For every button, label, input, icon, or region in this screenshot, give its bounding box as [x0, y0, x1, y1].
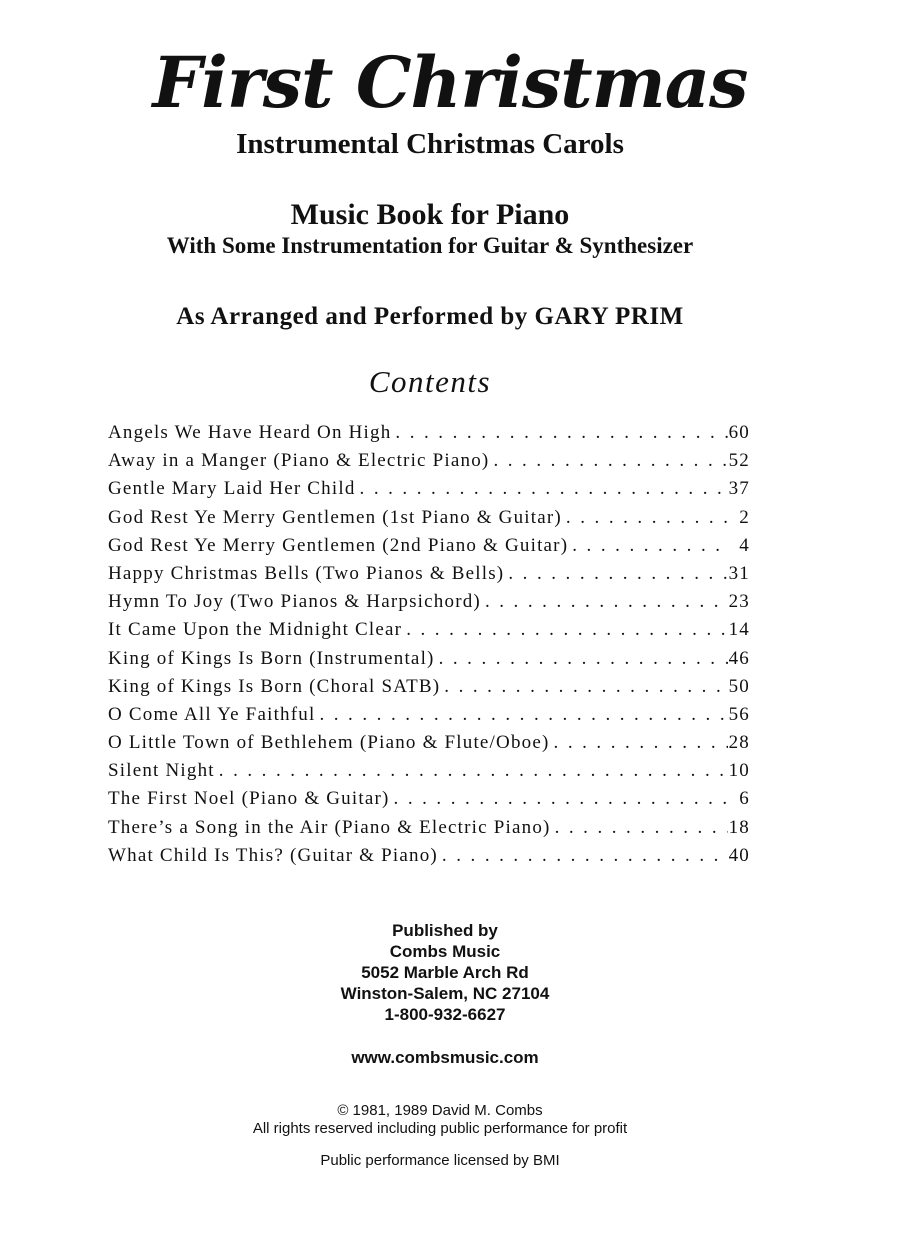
- copyright-notice: © 1981, 1989 David M. Combs: [337, 1102, 543, 1119]
- toc-leader-dots: [356, 475, 728, 503]
- toc-entry-title: There’s a Song in the Air (Piano & Electric Piano): [108, 816, 551, 838]
- publisher-name: Combs Music: [389, 942, 501, 961]
- toc-entry: [108, 842, 750, 870]
- toc-entry: [108, 419, 750, 447]
- toc-entry-page: 28: [728, 732, 750, 754]
- toc-entry-page: 2: [739, 506, 750, 528]
- toc-entry-title: God Rest Ye Merry Gentlemen (2nd Piano & Guitar): [108, 534, 569, 556]
- toc-entry-page: 40: [728, 844, 750, 866]
- toc-entry-page: 18: [728, 816, 750, 838]
- toc-entry: [108, 504, 750, 532]
- instrumentation-note: With Some Instrumentation for Guitar & Synthesizer: [166, 233, 694, 258]
- book-title: First Christmas: [152, 41, 748, 124]
- toc-leader-dots: [435, 645, 728, 673]
- toc-leader-dots: [562, 504, 728, 532]
- toc-leader-dots: [391, 419, 728, 447]
- toc-leader-dots: [438, 842, 728, 870]
- toc-entry: [108, 729, 750, 757]
- toc-leader-dots: [504, 560, 728, 588]
- toc-leader-dots: [551, 814, 728, 842]
- toc-entry-page: 23: [728, 591, 750, 613]
- toc-entry-page: 56: [728, 703, 750, 725]
- music-book-heading: Music Book for Piano: [290, 198, 570, 231]
- publisher-phone: 1-800-932-6627: [384, 1005, 506, 1024]
- toc-entry: [108, 701, 750, 729]
- toc-entry-title: God Rest Ye Merry Gentlemen (1st Piano & Guitar): [108, 506, 562, 528]
- toc-entry-title: Gentle Mary Laid Her Child: [108, 478, 356, 500]
- toc-entry-title: Angels We Have Heard On High: [108, 422, 392, 443]
- toc-entry-page: 37: [728, 478, 750, 500]
- toc-leader-dots: [390, 785, 728, 813]
- toc-leader-dots: [315, 701, 728, 729]
- toc-entry-page: 6: [739, 788, 750, 810]
- toc-entry-title: King of Kings Is Born (Choral SATB): [108, 675, 441, 697]
- toc-entry-page: 14: [728, 619, 750, 641]
- toc-entry-title: What Child Is This? (Guitar & Piano): [108, 844, 438, 866]
- toc-entry: [108, 447, 750, 475]
- toc-entry: [108, 814, 750, 842]
- publisher-website: www.combsmusic.com: [351, 1048, 539, 1067]
- toc-leader-dots: [489, 447, 728, 475]
- toc-entry-title: King of Kings Is Born (Instrumental): [108, 647, 435, 669]
- contents-heading: Contents: [368, 364, 492, 399]
- published-by-label: Published by: [392, 921, 498, 940]
- publisher-city: Winston-Salem, NC 27104: [340, 984, 550, 1003]
- book-subtitle: Instrumental Christmas Carols: [236, 128, 624, 160]
- toc-entry-page: 46: [728, 647, 750, 669]
- publisher-block: [0, 920, 890, 1025]
- copyright-block: [0, 1102, 880, 1138]
- toc-entry-page: 60: [728, 422, 750, 443]
- toc-leader-dots: [568, 532, 728, 560]
- toc-entry: [108, 616, 750, 644]
- license-notice: Public performance licensed by BMI: [320, 1152, 560, 1169]
- toc-entry-title: O Come All Ye Faithful: [108, 703, 316, 725]
- toc-leader-dots: [215, 757, 728, 785]
- publisher-address: 5052 Marble Arch Rd: [361, 963, 529, 982]
- toc-leader-dots: [550, 729, 728, 757]
- toc-entry: [108, 588, 750, 616]
- toc-entry-title: Happy Christmas Bells (Two Pianos & Bells): [108, 562, 505, 584]
- toc-entry-title: Hymn To Joy (Two Pianos & Harpsichord): [108, 591, 481, 613]
- toc-leader-dots: [402, 616, 728, 644]
- toc-entry: [108, 560, 750, 588]
- toc-entry: [108, 757, 750, 785]
- toc-entry: [108, 475, 750, 503]
- table-of-contents: [108, 419, 750, 870]
- toc-entry-page: 50: [728, 675, 750, 697]
- toc-entry-title: O Little Town of Bethlehem (Piano & Flute/Oboe): [108, 732, 550, 754]
- toc-leader-dots: [481, 588, 728, 616]
- toc-entry: [108, 532, 750, 560]
- toc-entry: [108, 673, 750, 701]
- toc-entry-title: It Came Upon the Midnight Clear: [108, 619, 403, 641]
- toc-entry-title: Away in a Manger (Piano & Electric Piano): [108, 450, 490, 472]
- toc-entry-title: The First Noel (Piano & Guitar): [108, 788, 390, 810]
- toc-entry-page: 10: [728, 760, 750, 782]
- toc-entry: [108, 785, 750, 813]
- arranger-line: As Arranged and Performed by GARY PRIM: [176, 303, 684, 330]
- rights-notice: All rights reserved including public performance for profit: [252, 1120, 628, 1137]
- toc-entry-page: 31: [728, 562, 750, 584]
- toc-entry-page: 52: [728, 450, 750, 472]
- toc-entry-page: 4: [739, 534, 750, 556]
- toc-entry: [108, 645, 750, 673]
- toc-entry-title: Silent Night: [108, 760, 215, 782]
- toc-leader-dots: [440, 673, 728, 701]
